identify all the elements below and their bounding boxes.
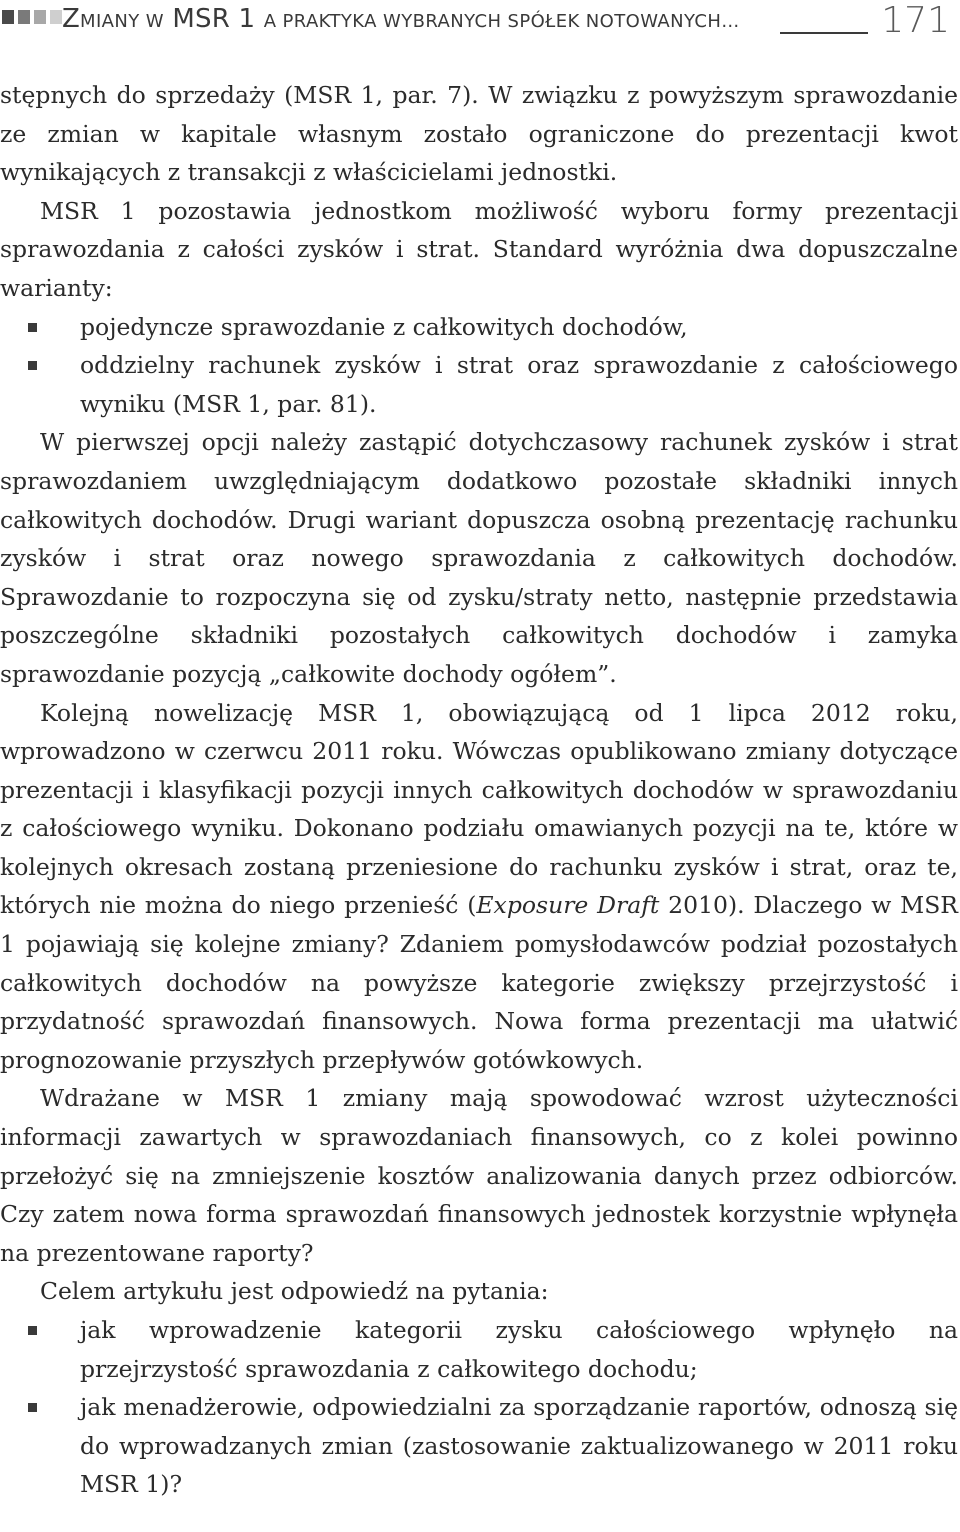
paragraph-5: Wdrażane w MSR 1 zmiany mają spowodować wzrost użyteczności informacji zawartych w sprawozdaniach finansowych, co z kolei powinno przełożyć się na zmniejszenie kosztów analizowania danych przez odbiorców. Czy zatem nowa forma sprawozdań finansowych jednostek korzystnie wpłynęła na prezentowane raporty? xyxy=(0,1084,958,1267)
paragraph-4-part-b: 2010). Dlaczego w MSR 1 pojawiają się kolejne zmiany? Zdaniem pomysłodawców podział pozostałych całkowitych dochodów na powyższe kategorie zwiększy przejrzystość i przydatność sprawozdań finansowych. Nowa forma prezentacji ma ułatwić prognozowanie przyszłych przepływów gotówkowych. xyxy=(0,891,958,1074)
square-bullet-icon xyxy=(28,323,37,332)
title-rest: A PRAKTYKA WYBRANYCH SPÓŁEK NOTOWANYCH… xyxy=(263,11,740,32)
list-item-text: jak wprowadzenie kategorii zysku całościowego wpłynęło na przejrzystość sprawozdania z całkowitego dochodu; xyxy=(80,1316,958,1383)
paragraph-1: stępnych do sprzedaży (MSR 1, par. 7). W związku z powyższym sprawozdanie ze zmian w kapitale własnym zostało ograniczone do prezentacji kwot wynikających z transakcji z właścicielami jednostki. xyxy=(0,81,958,187)
running-title xyxy=(62,4,740,34)
square-bullet-icon xyxy=(28,361,37,370)
list-item-text: oddzielny rachunek zysków i strat oraz sprawozdanie z całościowego wyniku (MSR 1, par. 81). xyxy=(80,351,958,418)
paragraph-4 xyxy=(0,694,958,1080)
list-item xyxy=(80,308,958,347)
header-squares-icon xyxy=(2,10,62,24)
square-bullet-icon xyxy=(28,1326,37,1335)
variants-list xyxy=(0,308,958,424)
list-item-text: jak menadżerowie, odpowiedzialni za sporządzanie raportów, odnoszą się do wprowadzanych zmian (zastosowanie zaktualizowanego w 2011 roku MSR 1)? xyxy=(80,1393,958,1499)
square-icon xyxy=(50,10,62,24)
running-header xyxy=(0,0,960,48)
square-icon xyxy=(34,10,46,24)
list-item-text: pojedyncze sprawozdanie z całkowitych dochodów, xyxy=(80,312,688,341)
paragraph-2: MSR 1 pozostawia jednostkom możliwość wyboru formy prezentacji sprawozdania z całości zysków i strat. Standard wyróżnia dwa dopuszczalne warianty: xyxy=(0,196,958,302)
square-icon xyxy=(2,10,14,24)
title-msr: MSR 1 xyxy=(172,4,256,34)
title-prefix: Z xyxy=(62,4,81,34)
paragraph-4-part-a: Kolejną nowelizację MSR 1, obowiązującą od 1 lipca 2012 roku, wprowadzono w czerwcu 2011 roku. Wówczas opublikowano zmiany dotyczące prezentacji i klasyfikacji pozycji innych całkowitych dochodów w sprawozdaniu z całościowego wyniku. Dokonano podziału omawianych pozycji na te, które w kolejnych okresach zostaną przeniesione do rachunku zysków i strat, oraz te, których nie można do niego przenieść ( xyxy=(0,698,958,920)
paragraph-6: Celem artykułu jest odpowiedź na pytania: xyxy=(40,1277,549,1306)
header-rule xyxy=(780,32,868,34)
paragraph-4-emphasis: Exposure Draft xyxy=(476,891,660,920)
title-mid: MIANY W xyxy=(80,11,164,32)
square-icon xyxy=(18,10,30,24)
page-number: 171 xyxy=(881,0,950,41)
paragraph-3: W pierwszej opcji należy zastąpić dotychczasowy rachunek zysków i strat sprawozdaniem uwzględniającym dodatkowo pozostałe składniki innych całkowitych dochodów. Drugi wariant dopuszcza osobną prezentację rachunku zysków i strat oraz nowego sprawozdania z całkowitych dochodów. Sprawozdanie to rozpoczyna się od zysku/straty netto, następnie przedstawia poszczególne składniki pozostałych całkowitych dochodów i zamyka sprawozdanie pozycją „całkowite dochody ogółem”. xyxy=(0,428,958,688)
body-text xyxy=(0,76,958,1504)
list-item xyxy=(80,1388,958,1504)
list-item xyxy=(80,1311,958,1388)
list-item xyxy=(80,346,958,423)
square-bullet-icon xyxy=(28,1403,37,1412)
questions-list xyxy=(0,1311,958,1504)
